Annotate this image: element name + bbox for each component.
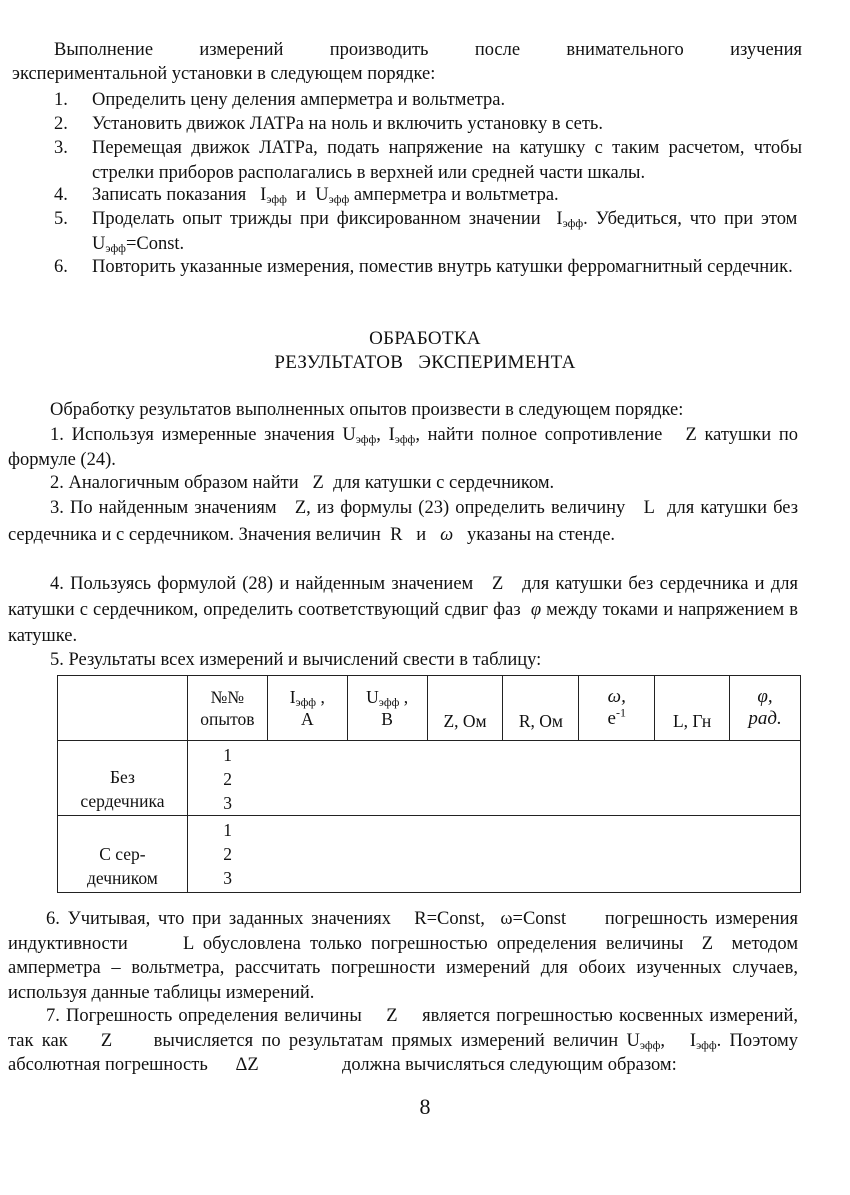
step-item-4 <box>54 183 802 208</box>
paragraph-text: 2. Аналогичным образом найти <box>50 473 299 493</box>
row-number: 2 <box>223 844 232 864</box>
subscript: эфф <box>355 432 377 446</box>
empty-cell <box>503 741 579 816</box>
symbol-phi: φ <box>530 600 542 620</box>
symbol-Z: Z <box>386 1006 398 1026</box>
symbol-R: R=Const, <box>414 909 485 929</box>
conjunction: и <box>296 185 307 205</box>
paragraph-text: вычисляется по результатам прямых измерений величин <box>153 1030 619 1051</box>
conjunction: и <box>416 525 427 545</box>
page-number: 8 <box>419 1094 431 1119</box>
processing-item-1 <box>8 423 798 473</box>
symbol-omega: ω <box>440 525 454 545</box>
subscript: эфф <box>378 695 400 709</box>
header-unit: рад. <box>748 708 782 729</box>
paragraph-text: 1. Используя измеренные значения <box>50 425 335 445</box>
symbol-U: U <box>315 185 329 205</box>
row-number: 3 <box>223 793 232 813</box>
paragraph-text: погрешность измерения индуктивности <box>8 909 799 954</box>
subscript: эфф <box>295 695 317 709</box>
results-table <box>57 675 801 893</box>
symbol-R: R <box>390 525 403 545</box>
processing-intro: Обработку результатов выполненных опытов произвести в следующем порядке: <box>50 400 684 420</box>
group-label-with-core <box>58 816 188 893</box>
step-text-part: Записать показания <box>92 185 247 205</box>
table-header-row <box>58 676 801 741</box>
step-number: 3. <box>54 138 68 158</box>
step-item-3 <box>54 136 802 185</box>
step-item-1 <box>54 88 802 113</box>
step-text <box>92 207 802 256</box>
processing-item-3 <box>8 495 798 549</box>
paragraph-text: 7. Погрешность определения величины <box>46 1006 362 1026</box>
subscript: эфф <box>394 432 416 446</box>
group-label-text: сердечника <box>80 791 165 811</box>
step-text <box>92 183 802 208</box>
symbol-Z: Z <box>312 473 324 493</box>
header-unit: В <box>381 709 393 729</box>
table-row <box>58 816 801 893</box>
empty-cell <box>347 741 427 816</box>
paragraph-text: является погрешностью косвенных измерений, так как <box>8 1006 799 1051</box>
group-label-text: дечником <box>87 868 158 888</box>
header-current: $I_{эфф}$ , A <box>267 676 347 741</box>
step-number: 1. <box>54 90 68 110</box>
empty-cell <box>655 816 730 893</box>
empty-cell <box>579 741 655 816</box>
symbol-phi: φ, <box>757 686 773 707</box>
symbol-Z: Z <box>701 933 714 954</box>
intro-line-2: экспериментальной установки в следующем порядке: <box>12 64 436 84</box>
paragraph-text: , из формулы (23) определить величину <box>306 498 626 518</box>
paragraph-text: для катушки без сердечника и с сердечником. Значения величин <box>8 498 799 545</box>
paragraph-text: 6. Учитывая, что при заданных значениях <box>46 909 392 929</box>
step-text-part: амперметра и вольтметра. <box>353 185 559 205</box>
symbol-L: L <box>643 498 655 518</box>
header-phi <box>730 676 801 741</box>
header-impedance: Z, Ом <box>427 676 503 741</box>
superscript: -1 <box>615 705 626 720</box>
header-text: №№ <box>210 687 245 707</box>
symbol-Z: Z <box>685 425 697 445</box>
comma: , <box>660 1030 666 1051</box>
subscript: эфф <box>696 1037 717 1052</box>
empty-cell <box>503 816 579 893</box>
header-voltage: $U_{эфф}$ , В <box>347 676 427 741</box>
subscript: эфф <box>328 192 350 206</box>
processing-item-5: 5. Результаты всех измерений и вычислений свести в таблицу: <box>50 650 542 670</box>
paragraph-text: методом амперметра – вольтметра, рассчитать погрешности измерений для обоих изученных случаев, используя данные таблицы измерений. <box>8 933 799 1003</box>
header-inductance: L, Гн <box>655 676 730 741</box>
empty-cell <box>579 816 655 893</box>
row-number: 1 <box>223 820 232 840</box>
experiment-numbers <box>187 741 267 816</box>
step-item-2 <box>54 112 802 137</box>
section-heading-line-1: ОБРАБОТКА <box>369 328 481 349</box>
symbol-I: I <box>260 185 267 205</box>
step-number: 6. <box>54 257 68 277</box>
group-label-text: С сер- <box>99 844 146 864</box>
row-number: 2 <box>223 769 232 789</box>
processing-item-2 <box>8 471 798 496</box>
step-item-5 <box>54 207 802 256</box>
subscript: эфф <box>105 240 126 255</box>
step-number: 2. <box>54 114 68 134</box>
paragraph-text: для катушки с сердечником. <box>333 473 555 493</box>
paragraph-text: между токами и напряжением в катушке. <box>8 600 799 646</box>
symbol-I: I <box>388 425 395 445</box>
comma: , <box>376 425 381 445</box>
step-text: Установить движок ЛАТРа на ноль и включить установку в сеть. <box>92 114 603 134</box>
symbol-Z: Z <box>492 574 504 594</box>
empty-cell <box>347 816 427 893</box>
paragraph-text: для катушки без сердечника и для катушки с сердечником, определить соответствующий сдвиг фаз <box>8 574 798 620</box>
experiment-numbers <box>187 816 267 893</box>
symbol-U: U <box>342 425 356 445</box>
empty-cell <box>267 741 347 816</box>
intro-paragraph <box>54 38 802 63</box>
empty-cell <box>427 741 503 816</box>
paragraph-text: должна вычисляться следующим образом: <box>341 1055 677 1075</box>
symbol-U: U <box>626 1030 640 1051</box>
symbol-U: U <box>366 687 379 707</box>
paragraph-text: . Поэтому абсолютная погрешность <box>8 1030 799 1075</box>
empty-cell <box>427 816 503 893</box>
paragraph-text: 3. По найденным значениям <box>50 498 277 518</box>
step-text: Перемещая движок ЛАТРа, подать напряжение на катушку с таким расчетом, чтобы стрелки приборов располагались в верхней или средней части шкалы. <box>92 138 802 183</box>
header-omega <box>579 676 655 741</box>
symbol-I: I <box>289 687 296 707</box>
group-label-text: Без <box>109 767 135 787</box>
processing-item-7 <box>8 1004 798 1078</box>
header-resistance: R, Ом <box>503 676 579 741</box>
group-label-without-core <box>58 741 188 816</box>
header-unit: e <box>607 708 616 729</box>
subscript: эфф <box>562 216 584 230</box>
table-row <box>58 741 801 816</box>
paragraph-text: катушки по формуле (24). <box>8 425 798 470</box>
paragraph-text: 4. Пользуясь формулой (28) и найденным значением <box>50 574 474 594</box>
step-number: 4. <box>54 185 68 205</box>
header-text: опытов <box>200 709 255 729</box>
step-text-part: Проделать опыт трижды при фиксированном значении <box>92 209 541 229</box>
step-text-part: =Const. <box>125 233 185 254</box>
symbol-omega: ω, <box>607 686 626 707</box>
processing-item-6 <box>8 907 798 1005</box>
step-text-part: . Убедиться, что при этом <box>583 209 798 229</box>
empty-cell <box>730 816 801 893</box>
intro-line-1: Выполнение измерений производить после внимательного изучения <box>54 40 802 60</box>
step-item-6 <box>54 255 802 280</box>
symbol-Z: Z <box>294 498 307 518</box>
empty-cell <box>730 741 801 816</box>
row-number: 3 <box>223 868 232 888</box>
step-number: 5. <box>54 209 68 229</box>
symbol-omega: ω=Const <box>500 909 567 929</box>
paragraph-text: обусловлена только погрешностью определения величины <box>202 933 684 954</box>
paragraph-text: , найти полное сопротивление <box>415 425 663 445</box>
header-experiment-number <box>187 676 267 741</box>
symbol-Z: Z <box>100 1030 113 1051</box>
processing-item-4 <box>8 571 798 649</box>
header-empty <box>58 676 188 741</box>
symbol-delta-Z: ΔZ <box>235 1055 259 1075</box>
symbol-I: I <box>556 209 563 229</box>
header-unit: A <box>300 709 314 729</box>
row-number: 1 <box>223 745 232 765</box>
empty-cell <box>655 741 730 816</box>
subscript: эфф <box>639 1037 661 1052</box>
section-heading-line-2: РЕЗУЛЬТАТОВ ЭКСПЕРИМЕНТА <box>274 352 576 373</box>
step-text: Определить цену деления амперметра и вольтметра. <box>92 90 506 110</box>
paragraph-text: указаны на стенде. <box>467 525 616 545</box>
symbol-L: L <box>183 933 194 954</box>
symbol-I: I <box>689 1030 697 1051</box>
empty-cell <box>267 816 347 893</box>
step-text: Повторить указанные измерения, поместив внутрь катушки ферромагнитный сердечник. <box>92 257 793 277</box>
symbol-U: U <box>92 233 106 254</box>
subscript: эфф <box>266 192 287 206</box>
